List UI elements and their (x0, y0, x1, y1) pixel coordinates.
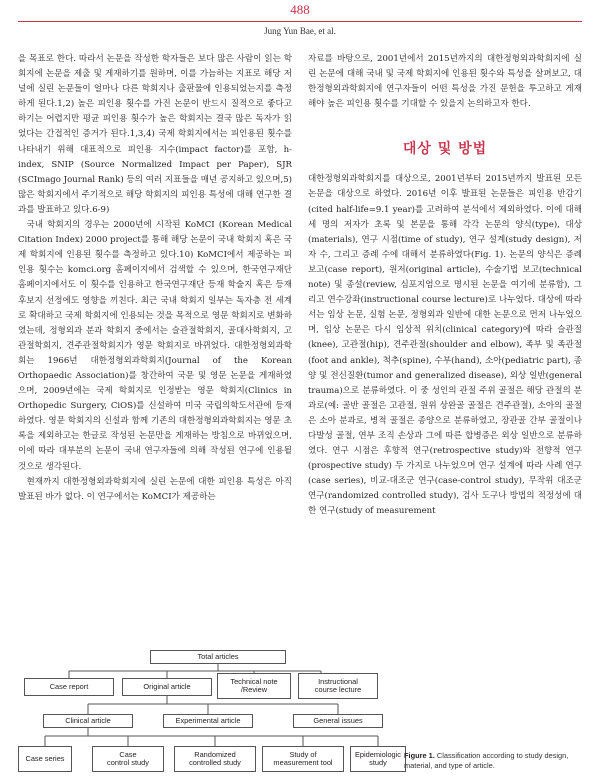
paragraph: 을 목표로 한다. 따라서 논문을 작성한 학자들은 보다 많은 사람이 읽는 학회지에 논문을 제출 및 게재하기를 원하며, 이를 가늠하는 지표로 해당 저널에 실린 논문들이 얼마나 다른 학회지나 출판물에 인용되었는지를 측정하게 된다.1,2) 높은 피인용 횟수를 가진 논문이 반드시 질적으로 좋다고 하기는 어렵지만 평균 피인용 횟수가 높은 학회지는 결국 많은 독자가 읽었다는 간접적인 증거가 된다.1,3,4) 국제 학회지에서는 피인용된 횟수를 나타내기 위해 대표적으로 피인용 지수(impact factor)를 포함, h-index, SNIP (Source Normalized Impact per Paper), SJR (SCImago Journal Rank) 등의 여러 지표들을 매년 공지하고 있으며,5) 많은 학회지에서 주기적으로 해당 학회지의 피인용 특성에 대해 연구한 결과를 발표하고 있다.6-9) (18, 54, 292, 215)
figure-caption (404, 751, 582, 770)
section-heading: 대상 및 방법 (402, 141, 488, 158)
box-clinical-article: Clinical article (43, 714, 133, 728)
box-original-article: Original article (122, 678, 212, 696)
figure-1 (18, 648, 582, 774)
caption-text: Classification according to study design, material, and type of article. (404, 751, 569, 770)
box-randomized: Randomized controlled study (174, 746, 256, 772)
box-general-issues: General issues (293, 714, 383, 728)
paragraph: 대한정형외과학회지를 대상으로, 2001년부터 2015년까지 발표된 모든 논문을 대상으로 하였다. 2016년 이후 발표된 논문들은 피인용 반감기(cited half-life=9.1 year)를 고려하여 분석에서 제외하였다. 이에 대해 세 명의 저자가 초록 및 본문을 통해 각각 논문의 양식(type), 대상(materials), 연구 시점(time of study), 연구 설계(study design), 저자 수, 그리고 증례 수에 대해서 분류하였다(Fig. 1). 논문의 양식은 증례 보고(case report), 원저(original article), 수술기법 보고(technical note) 및 종설(review, 심포지엄으로 명시된 논문을 여기에 분류함), 그리고 연수강좌(instructional course lecture)로 나누었다. 대상에 따라서는 임상 논문, 실험 논문, 정형외과 일반에 대한 논문으로 먼저 나누었으며, 임상 논문은 다시 임상적 위치(clinical category)에 따라 슬관절(knee), 고관절(hip), 견주관절(shoulder and elbow), 족부 및 족관절(foot and ankle), 척추(spine), 수부(hand), 소아(pediatric part), 종양 및 전신질환(tumor and generalized disease), 외상 일반(general trauma)으로 분류하였다. 이 중 성인의 관절 주위 골절은 해당 관절의 분과로(예: 골반 골절은 고관절, 원위 상완골 골절은 견주관절), 소아의 골절은 소아 분과로, 병적 골절은 종양으로 분류하였고, 장관골 간부 골절이나 다발성 골절, 연부 조직 손상과 그에 따른 합병증은 외상 일반으로 분류하였다. 연구 시점은 후향적 연구(retrospective study)와 전향적 연구(prospective study) 두 가지로 나누었으며 연구 설계에 따라 사례 연구(case series), 비교-대조군 연구(case-control study), 무작위 대조군 연구(randomized controlled study), 검사 도구나 방법의 적정성에 대한 연구(study of measurement (308, 174, 582, 517)
caption-label: Figure 1. (404, 751, 435, 760)
box-experimental-article: Experimental article (163, 714, 253, 728)
connector-line (88, 704, 338, 714)
paragraph: 현재까지 대한정형외과학회지에 실린 논문에 대한 피인용 특성은 아직 발표된 바가 없다. 이 연구에서는 KoMCI가 제공하는 (18, 476, 292, 502)
box-epidemiologic: Epidemiologic study (350, 746, 406, 772)
connector-line (45, 736, 378, 746)
box-total-articles: Total articles (150, 650, 286, 664)
right-column (308, 52, 582, 520)
box-case-report: Case report (24, 678, 114, 696)
page-number: 488 (290, 2, 310, 17)
running-head: Jung Yun Bae, et al. (264, 26, 336, 36)
box-case-control: Case control study (92, 746, 164, 772)
header-divider (18, 21, 582, 22)
box-case-series: Case series (18, 746, 72, 772)
paragraph: 국내 학회지의 경우는 2000년에 시작된 KoMCI (Korean Medical Citation Index) 2000 project를 통해 해당 논문이 국내 학회지 혹은 국제 학회지에 인용된 횟수를 측정하고 있다.10) KoMCI에서 제공하는 피인용 횟수는 komci.org 홈페이지에서 검색할 수 있으며, 한국연구재단 홈페이지에서도 이 횟수를 인용하고 한국연구재단 등재 학술지 혹은 등재 후보지 선정에도 영향을 끼친다. 최근 국내 학회지 일부는 독자층 전 세계로 확대하고 국제 학회지에 인용되는 것을 목적으로 영문 학회지로 변화하였는데, 정형외과 분과 학회지 중에서는 슬관절학회지, 골대사학회지, 고관절학회지, 견주관절학회지가 영문 학회지로 바뀌었다. 대한정형외과학회는 1966년 대한정형외과학회지(Journal of the Korean Orthopaedic Association)를 창간하여 국문 및 영문 논문을 게재하였으며, 2009년에는 국제 학회지로 인정받는 영문 학회지(Clinics in Orthopedic Surgery, CiOS)를 신설하여 미국 국립의학도서관에 등재하였다. 영문 학회지의 신설과 함께 기존의 대한정형외과학회지는 영문 초록을 제외하고는 한글로 작성된 논문만을 게재하는 방침으로 바뀌었으며, 이에 따라 대부분의 논문이 국내 연구자들에 의해 작성된 연구에 인용될 것으로 생각된다. (18, 220, 292, 472)
box-course-lecture: Instructional course lecture (298, 673, 378, 699)
box-measurement-tool: Study of measurement tool (262, 746, 344, 772)
paragraph: 자료를 바탕으로, 2001년에서 2015년까지의 대한정형외과학회지에 실린 논문에 대해 국내 및 국제 학회지에 인용된 횟수와 특성을 살펴보고, 대한정형외과학회지에 연구자들이 어떤 특성을 가진 문헌을 투고하고 게재해야 높은 피인용 횟수를 기대할 수 있을지 논의하고자 한다. (308, 54, 582, 110)
left-column (18, 52, 292, 505)
box-technical-note: Technical note /Review (217, 673, 291, 699)
